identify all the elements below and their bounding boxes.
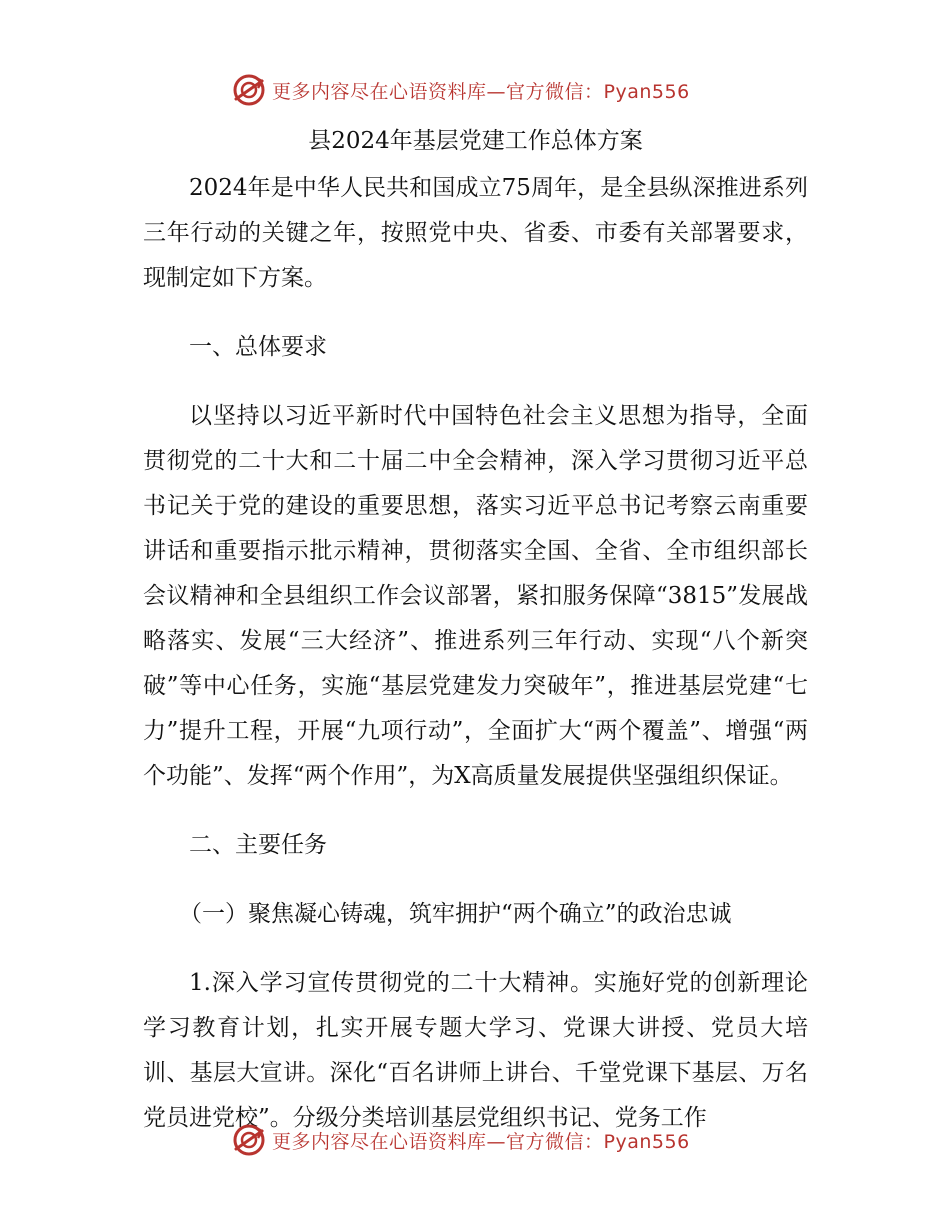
banner-text: 更多内容尽在心语资料库—官方微信：Pyan556: [272, 80, 690, 103]
seal-logo-icon: [232, 1123, 266, 1157]
document-title: 县2024年基层党建工作总体方案: [308, 128, 643, 154]
section-heading-1: 一、总体要求: [189, 334, 327, 360]
seal-logo-icon: [232, 73, 266, 107]
intro-paragraph: 2024年是中华人民共和国成立75周年，是全县纵深推进系列三年行动的关键之年，按照党中央、省委、市委有关部署要求，现制定如下方案。: [143, 175, 808, 291]
banner-text: 更多内容尽在心语资料库—官方微信：Pyan556: [272, 1130, 690, 1153]
footer-watermark-banner: [232, 1120, 752, 1160]
subsection-heading-1: （一）聚焦凝心铸魂，筑牢拥护“两个确立”的政治忠诚: [179, 901, 732, 927]
header-watermark-banner: [232, 70, 752, 110]
item-1-paragraph: 1.深入学习宣传贯彻党的二十大精神。实施好党的创新理论学习教育计划，扎实开展专题大学习、党课大讲授、党员大培训、基层大宣讲。深化“百名讲师上讲台、千堂党课下基层、万名党员进党校”。分级分类培训基层党组织书记、党务工作: [143, 970, 808, 1131]
section-heading-2: 二、主要任务: [189, 832, 327, 858]
section-1-paragraph: 以坚持以习近平新时代中国特色社会主义思想为指导，全面贯彻党的二十大和二十届二中全会精神，深入学习贯彻习近平总书记关于党的建设的重要思想，落实习近平总书记考察云南重要讲话和重要指示批示精神，贯彻落实全国、全省、全市组织部长会议精神和全县组织工作会议部署，紧扣服务保障“3815”发展战略落实、发展“三大经济”、推进系列三年行动、实现“八个新突破”等中心任务，实施“基层党建发力突破年”，推进基层党建“七力”提升工程，开展“九项行动”，全面扩大“两个覆盖”、增强“两个功能”、发挥“两个作用”，为X高质量发展提供坚强组织保证。: [143, 403, 808, 789]
document-body: [143, 120, 808, 1141]
